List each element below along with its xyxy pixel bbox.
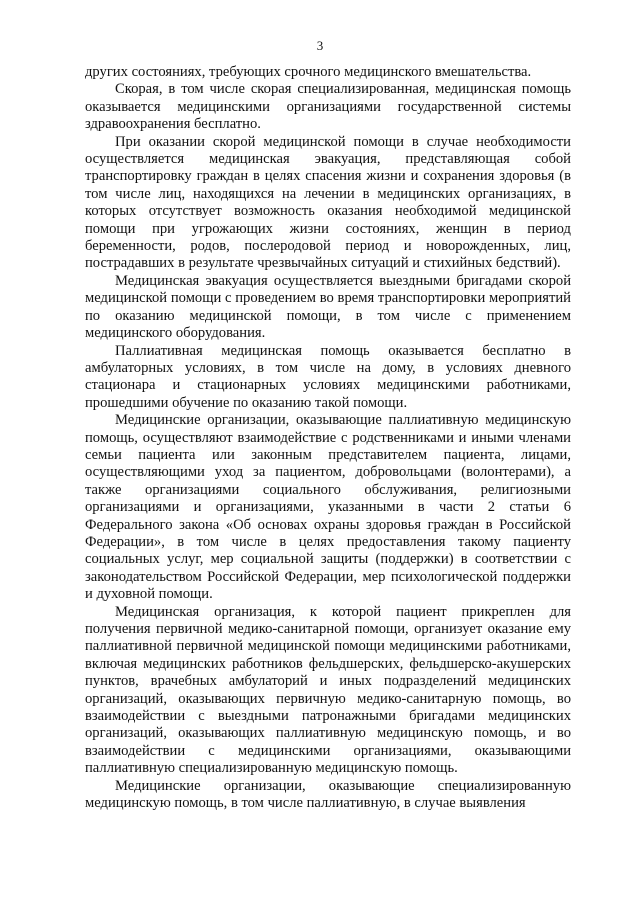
paragraph: Скорая, в том числе скорая специализированная, медицинская помощь оказывается медицинскими организациями государственной системы здравоохранения бесплатно. [85,81,571,133]
paragraph: Медицинские организации, оказывающие паллиативную медицинскую помощь, осуществляют взаимодействие с родственниками и иными членами семьи пациента или законным представителем пациента, лицами, осуществляющими уход за пациентом, добровольцами (волонтерами), а также организациями социального обслуживания, религиозными организациями и организациями, указанными в части 2 статьи 6 Федерального закона «Об основах охраны здоровья граждан в Российской Федерации», в том числе в целях предоставления такому пациенту социальных услуг, мер социальной защиты (поддержки) в соответствии с законодательством Российской Федерации, мер психологической поддержки и духовной помощи. [85,412,571,603]
paragraph: Паллиативная медицинская помощь оказывается бесплатно в амбулаторных условиях, в том числе на дому, в условиях дневного стационара и стационарных условиях медицинскими работниками, прошедшими обучение по оказанию такой помощи. [85,342,571,411]
page-number: 3 [316,38,324,53]
paragraph: Медицинская эвакуация осуществляется выездными бригадами скорой медицинской помощи с проведением во время транспортировки мероприятий по оказанию медицинской помощи, в том числе с применением медицинского оборудования. [85,272,571,342]
body-text [85,64,571,812]
paragraph: При оказании скорой медицинской помощи в случае необходимости осуществляется медицинская эвакуация, представляющая собой транспортировку граждан в целях спасения жизни и сохранения здоровья (в том числе лиц, находящихся на лечении в медицинских организациях, в которых отсутствует возможность оказания необходимой медицинской помощи при угрожающих жизни состояниях, женщин в период беременности, родов, послеродовой период и новорожденных, лиц, пострадавших в результате чрезвычайных ситуаций и стихийных бедствий). [85,133,571,272]
paragraph: других состояниях, требующих срочного медицинского вмешательства. [85,64,532,80]
paragraph: Медицинские организации, оказывающие специализированную медицинскую помощь, в том числе паллиативную, в случае выявления [85,777,571,812]
paragraph: Медицинская организация, к которой пациент прикреплен для получения первичной медико-санитарной помощи, организует оказание ему паллиативной первичной медицинской помощи медицинскими работниками, включая медицинских работников фельдшерских, фельдшерско-акушерских пунктов, врачебных амбулаторий и иных подразделений медицинских организаций, оказывающих первичную медико-санитарную помощь, во взаимодействии с выездными патронажными бригадами медицинских организаций, оказывающих паллиативную медицинскую помощь, и во взаимодействии с медицинскими организациями, оказывающими паллиативную специализированную медицинскую помощь. [85,603,571,777]
